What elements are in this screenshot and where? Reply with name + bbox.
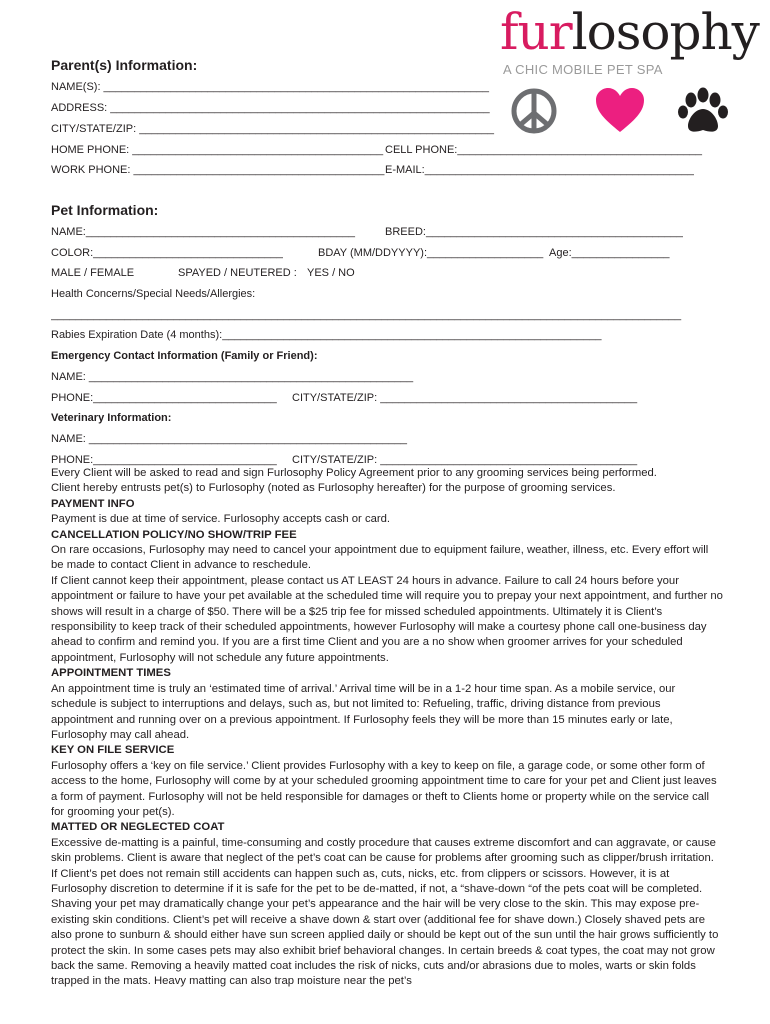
policy-body	[51, 466, 723, 990]
work-phone-field[interactable]: WORK PHONE: _________________________________________	[51, 164, 385, 176]
payment-text: Payment is due at time of service. Furlosophy accepts cash or card.	[51, 513, 391, 526]
parent-city-field[interactable]: CITY/STATE/ZIP: __________________________________________________________	[51, 123, 495, 135]
cancellation-heading: CANCELLATION POLICY/NO SHOW/TRIP FEE	[51, 528, 297, 541]
appointment-heading: APPOINTMENT TIMES	[51, 667, 171, 680]
cancellation-text-1: On rare occasions, Furlosophy may need to cancel your appointment due to equipment failure, weather, illness, etc. Every effort will be made to contact Client in advance to reschedule.	[51, 544, 709, 572]
logo-tagline: A CHIC MOBILE PET SPA	[503, 62, 663, 77]
vet-name-field[interactable]: NAME: ____________________________________________________	[51, 433, 408, 445]
pet-heading: Pet Information:	[51, 202, 159, 218]
policy-intro-1: Every Client will be asked to read and sign Furlosophy Policy Agreement prior to any grooming services being performed.	[51, 467, 657, 479]
parent-address-field[interactable]: ADDRESS: ______________________________________________________________	[51, 102, 490, 114]
matted-heading: MATTED OR NEGLECTED COAT	[51, 821, 225, 834]
emergency-name-field[interactable]: NAME: _____________________________________________________	[51, 371, 414, 383]
pet-spayed-yes-no[interactable]: YES / NO	[307, 267, 355, 279]
appointment-text: An appointment time is truly an ‘estimated time of arrival.’ Arrival time will be in a 1-2 hour time span. As a mobile service, our schedule is subject to interruptions and delays, such as, but not limited to: Refueling, traffic, driving distance from previous appointment and running over on a previous appointment. If Furlosophy feels they will be more than 15 minutes early or late, Furlosophy may call ahead.	[51, 682, 676, 741]
key-heading: KEY ON FILE SERVICE	[51, 744, 175, 757]
heart-icon	[594, 86, 646, 134]
parent-names-field[interactable]: NAME(S): _______________________________________________________________	[51, 81, 489, 93]
pet-name-field[interactable]: NAME:____________________________________________	[51, 226, 356, 238]
emergency-city-field[interactable]: CITY/STATE/ZIP: __________________________________________	[292, 392, 638, 404]
cell-phone-field[interactable]: CELL PHONE:________________________________________	[385, 144, 703, 156]
health-label: Health Concerns/Special Needs/Allergies:	[51, 288, 256, 300]
health-line-field[interactable]: _______________________________________________________________________________________________________	[51, 309, 682, 321]
payment-heading: PAYMENT INFO	[51, 497, 135, 510]
vet-heading: Veterinary Information:	[51, 412, 172, 424]
policy-intro-2: Client hereby entrusts pet(s) to Furlosophy (noted as Furlosophy hereafter) for the purpose of grooming services.	[51, 482, 616, 495]
key-text: Furlosophy offers a ‘key on file service.’ Client provides Furlosophy with a key to keep on file, a garage code, or some other form of access to the home, Furlosophy will come by at your scheduled grooming appointment time to care for your pet and Client just leaves a form of payment. Furlosophy will not be held responsible for damages or theft to Clients home or property while on the service call for grooming your pet(s).	[51, 759, 717, 818]
emergency-heading: Emergency Contact Information (Family or Friend):	[51, 350, 318, 362]
email-field[interactable]: E-MAIL:____________________________________________	[385, 164, 694, 176]
pet-bday-field[interactable]: BDAY (MM/DDYYYY):___________________	[318, 247, 544, 259]
paw-icon	[677, 85, 729, 137]
cancellation-text-2: If Client cannot keep their appointment, please contact us AT LEAST 24 hours in advance. Failure to call 24 hours before your appointment or failure to have your pet available at the scheduled time will require you to prepay your next appointment, and further no shows will result in a charge of $50. There will be a $25 trip fee for missed scheduled appointments. Ultimately it is Client’s responsibility to keep track of their scheduled appointments, however Furlosophy will make a courtesy phone call one-business day ahead to confirm and remind you. If you are a first time Client and you are a no show when groomer arrives for your scheduled appointment, Furlosophy will not schedule any future appointments.	[51, 574, 723, 664]
pet-spayed-option[interactable]: SPAYED / NEUTERED :	[178, 267, 297, 279]
peace-icon	[510, 87, 558, 135]
pet-breed-field[interactable]: BREED:__________________________________________	[385, 226, 683, 238]
matted-text: Excessive de-matting is a painful, time-consuming and costly procedure that causes extreme discomfort and can aggravate, or cause skin problems. Client is aware that neglect of the pet’s coat can be cause for problems after grooming such as clipper/brush irritation. If Client’s pet does not remain still accidents can happen such as, cuts, nicks, etc. from clippers or scissors. However, it is at Furlosophy discretion to determine if it is safe for the pet to be de-matted, if not, a “shave-down “of the pets coat will be completed. Shaving your pet may dramatically change your pet’s appearance and the hair will be very close to the skin. This may expose pre-existing skin conditions. Client’s pet will receive a shave down & start over (additional fee for shave down.) Closely shaved pets are also prone to sunburn & should either have sun screen applied daily or should be kept out of the sun until the hair grows sufficiently to protect the skin. In some cases pets may also exhibit brief behavioral changes. In certain breeds & coat types, the coat may not grow back the same. Removing a heavily matted coat includes the risk of nicks, cuts and/or abrasions due to moles, warts or skin folds trapped in the mats. Heavy matting can also trap moisture near the pet’s	[51, 836, 719, 988]
brand-logo	[500, 2, 759, 62]
pet-sex-option[interactable]: MALE / FEMALE	[51, 267, 135, 279]
logo-rest: losophy	[571, 3, 759, 61]
rabies-field[interactable]: Rabies Expiration Date (4 months):______________________________________________________________	[51, 329, 602, 341]
logo-fur: fur	[500, 3, 572, 61]
vet-phone-field[interactable]: PHONE:______________________________	[51, 454, 277, 466]
vet-city-field[interactable]: CITY/STATE/ZIP: __________________________________________	[292, 454, 638, 466]
parents-heading: Parent(s) Information:	[51, 57, 198, 73]
pet-age-field[interactable]: Age:________________	[549, 247, 670, 259]
home-phone-field[interactable]: HOME PHONE: _________________________________________	[51, 144, 384, 156]
emergency-phone-field[interactable]: PHONE:______________________________	[51, 392, 277, 404]
pet-color-field[interactable]: COLOR:_______________________________	[51, 247, 283, 259]
